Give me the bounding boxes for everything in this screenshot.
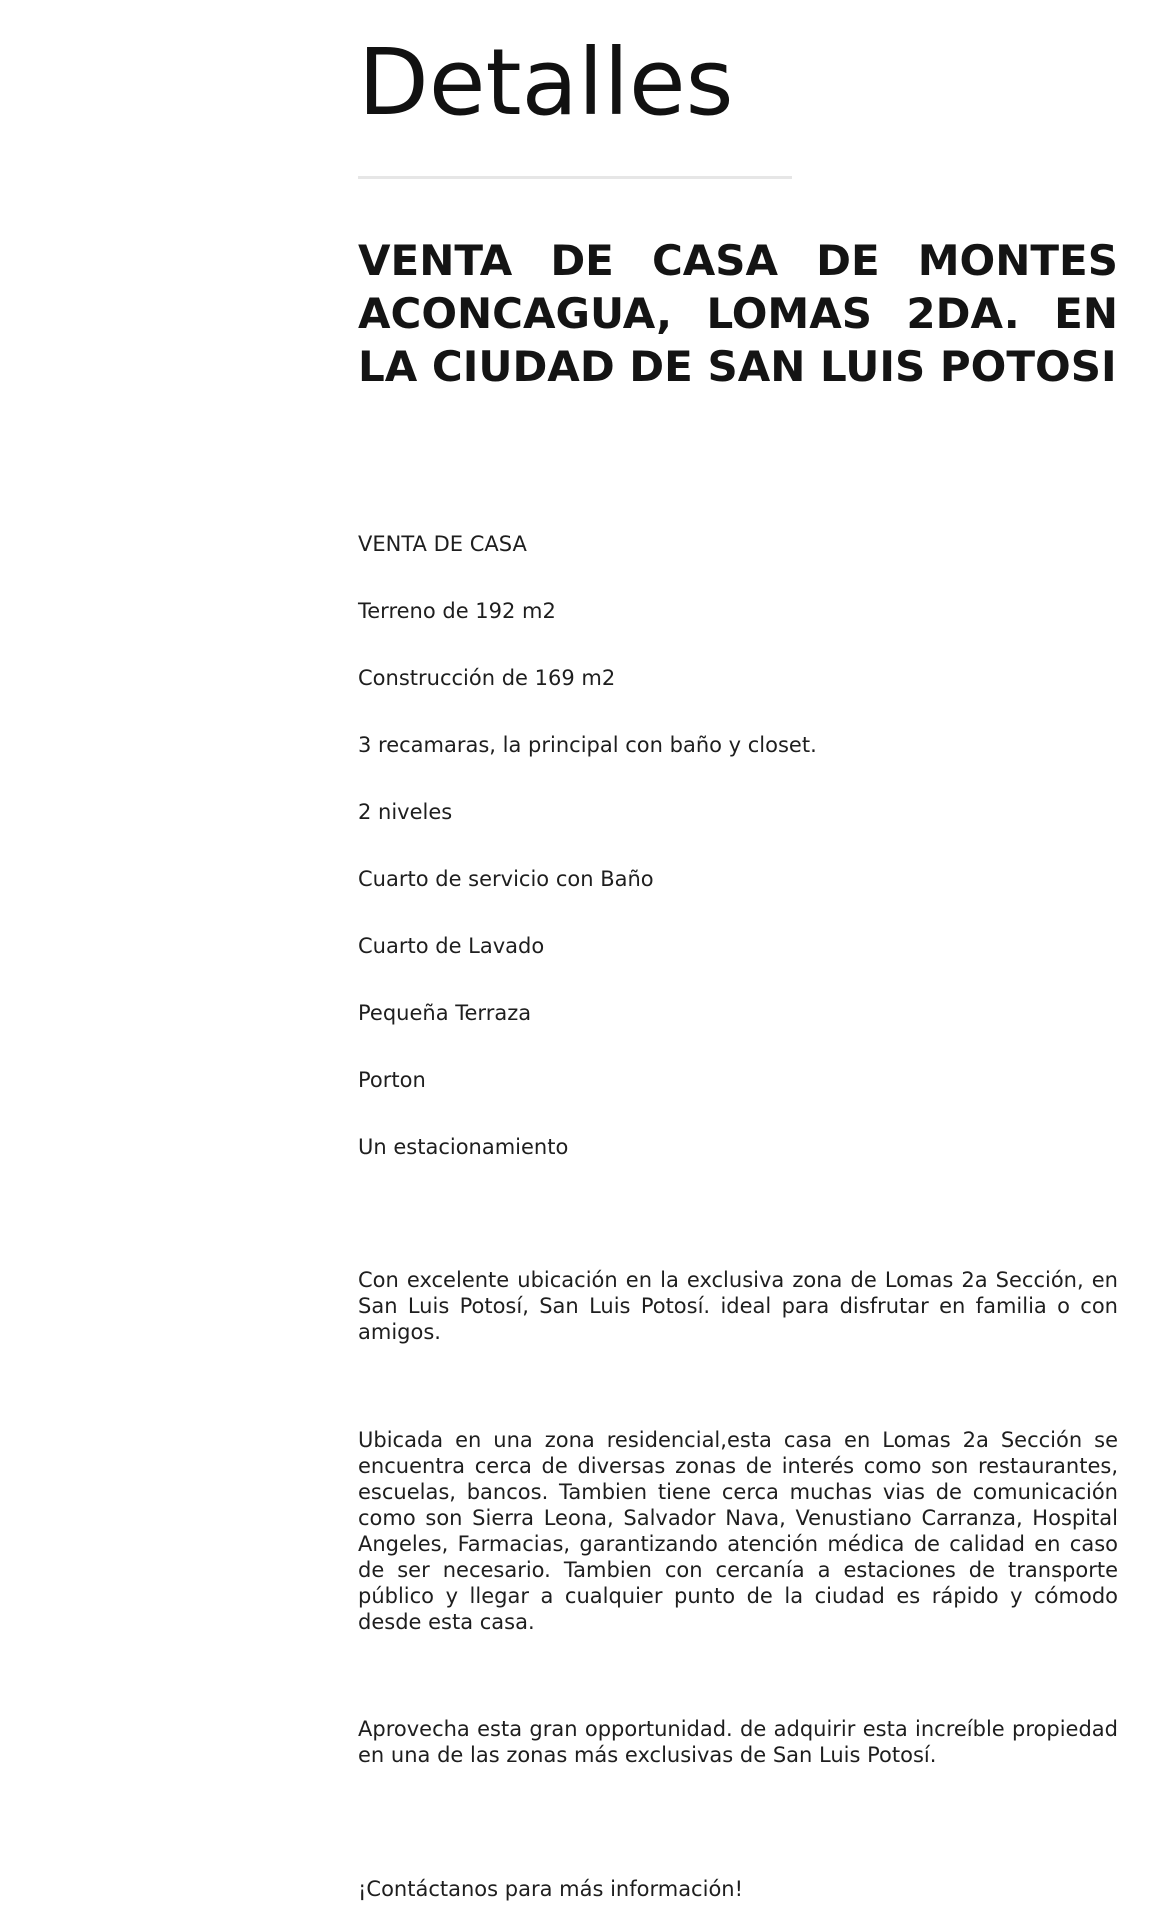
feature-item: Construcción de 169 m2 bbox=[358, 666, 616, 690]
feature-item: Cuarto de servicio con Baño bbox=[358, 867, 654, 891]
feature-item: Porton bbox=[358, 1068, 426, 1092]
title-divider bbox=[358, 176, 792, 179]
surroundings-paragraph: Ubicada en una zona residencial,esta casa en Lomas 2a Sección se encuentra cerca de diversas zonas de interés como son restaurantes, escuelas, bancos. Tambien tiene cerca muchas vias de comunicación como son Sierra Leona, Salvador Nava, Venustiano Carranza, Hospital Angeles, Farmacias, garantizando atención médica de calidad en caso de ser necesario. Tambien con cercanía a estaciones de transporte público y llegar a cualquier punto de la ciudad es rápido y cómodo desde esta casa. bbox=[358, 1428, 1118, 1634]
feature-item: Pequeña Terraza bbox=[358, 1001, 532, 1025]
listing-headline: VENTA DE CASA DE MONTES ACONCAGUA, LOMAS 2DA. EN LA CIUDAD DE SAN LUIS POTOSI bbox=[358, 236, 1118, 391]
feature-item: 2 niveles bbox=[358, 800, 453, 824]
feature-item: Un estacionamiento bbox=[358, 1135, 569, 1159]
feature-item: Terreno de 192 m2 bbox=[358, 599, 556, 623]
feature-item: Cuarto de Lavado bbox=[358, 934, 545, 958]
opportunity-paragraph: Aprovecha esta gran opportunidad. de adquirir esta increíble propiedad en una de las zonas más exclusivas de San Luis Potosí. bbox=[358, 1717, 1118, 1767]
feature-item: 3 recamaras, la principal con baño y closet. bbox=[358, 733, 817, 757]
contact-line: ¡Contáctanos para más información! bbox=[358, 1877, 744, 1901]
feature-item: VENTA DE CASA bbox=[358, 532, 527, 556]
features-list bbox=[358, 531, 1118, 1201]
location-paragraph: Con excelente ubicación en la exclusiva zona de Lomas 2a Sección, en San Luis Potosí, San Luis Potosí. ideal para disfrutar en familia o con amigos. bbox=[358, 1268, 1118, 1344]
page-title: Detalles bbox=[358, 29, 734, 136]
